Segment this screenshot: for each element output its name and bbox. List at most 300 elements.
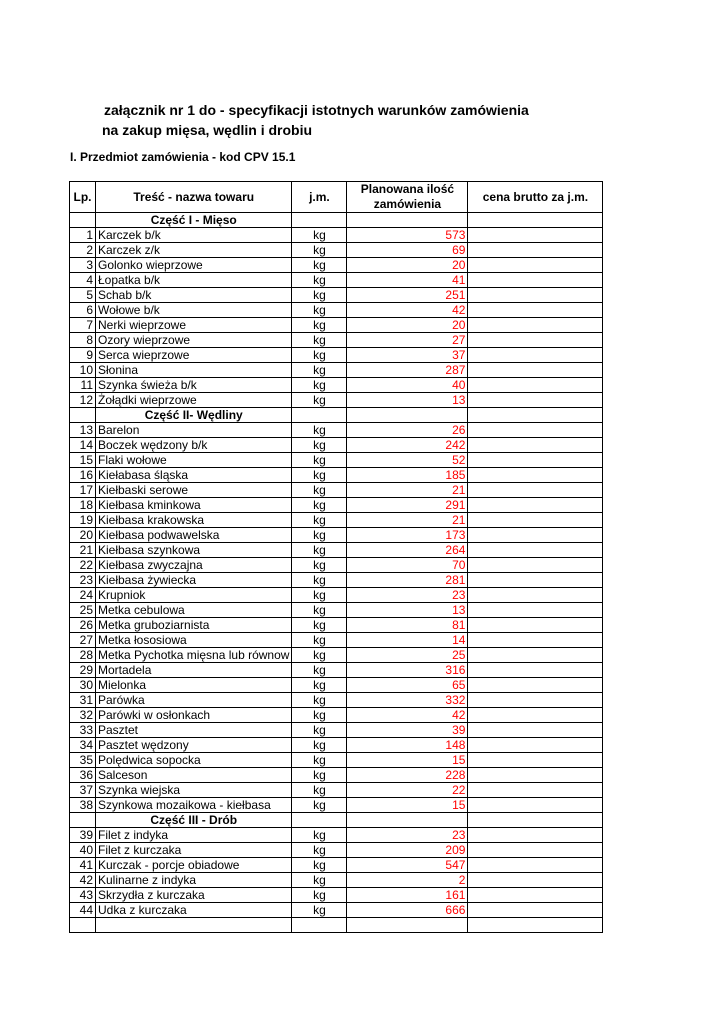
blank-lp-cell xyxy=(70,918,96,933)
table-row xyxy=(70,603,603,618)
heading-line-2: na zakup mięsa, wędlin i drobiu xyxy=(102,122,313,138)
row-unit: kg xyxy=(292,273,347,288)
header-price: cena brutto za j.m. xyxy=(468,182,603,213)
row-price-cell xyxy=(468,843,603,858)
row-unit: kg xyxy=(292,588,347,603)
document-heading xyxy=(104,100,529,140)
section-unit-cell xyxy=(292,813,347,828)
row-quantity: 173 xyxy=(347,528,468,543)
row-quantity: 264 xyxy=(347,543,468,558)
row-price-cell xyxy=(468,438,603,453)
table-row xyxy=(70,318,603,333)
row-product-name: Parówka xyxy=(96,693,292,708)
row-price-cell xyxy=(468,378,603,393)
table-row xyxy=(70,903,603,918)
row-quantity: 52 xyxy=(347,453,468,468)
heading-line-1: załącznik nr 1 do - specyfikacji istotnych warunków zamówienia xyxy=(104,102,529,118)
row-lp: 5 xyxy=(70,288,96,303)
row-price-cell xyxy=(468,228,603,243)
table-row xyxy=(70,378,603,393)
table-row xyxy=(70,483,603,498)
row-quantity: 316 xyxy=(347,663,468,678)
row-lp: 2 xyxy=(70,243,96,258)
section-title: Część I - Mięso xyxy=(96,213,292,228)
row-price-cell xyxy=(468,903,603,918)
row-price-cell xyxy=(468,678,603,693)
row-product-name: Szynka wiejska xyxy=(96,783,292,798)
row-product-name: Parówki w osłonkach xyxy=(96,708,292,723)
row-price-cell xyxy=(468,753,603,768)
table-row xyxy=(70,618,603,633)
row-unit: kg xyxy=(292,423,347,438)
table-row xyxy=(70,858,603,873)
row-product-name: Metka łososiowa xyxy=(96,633,292,648)
table-row xyxy=(70,333,603,348)
row-price-cell xyxy=(468,453,603,468)
row-product-name: Metka cebulowa xyxy=(96,603,292,618)
row-product-name: Nerki wieprzowe xyxy=(96,318,292,333)
row-price-cell xyxy=(468,588,603,603)
table-row xyxy=(70,588,603,603)
table-row xyxy=(70,543,603,558)
row-lp: 19 xyxy=(70,513,96,528)
table-row xyxy=(70,888,603,903)
row-unit: kg xyxy=(292,873,347,888)
row-lp: 29 xyxy=(70,663,96,678)
row-price-cell xyxy=(468,498,603,513)
row-quantity: 69 xyxy=(347,243,468,258)
table-row xyxy=(70,438,603,453)
row-unit: kg xyxy=(292,543,347,558)
row-lp: 14 xyxy=(70,438,96,453)
row-unit: kg xyxy=(292,798,347,813)
row-price-cell xyxy=(468,633,603,648)
row-lp: 36 xyxy=(70,768,96,783)
row-lp: 24 xyxy=(70,588,96,603)
row-unit: kg xyxy=(292,498,347,513)
row-lp: 4 xyxy=(70,273,96,288)
row-unit: kg xyxy=(292,468,347,483)
row-lp: 23 xyxy=(70,573,96,588)
row-lp: 6 xyxy=(70,303,96,318)
table-row xyxy=(70,768,603,783)
table-header-row xyxy=(70,182,603,213)
row-price-cell xyxy=(468,318,603,333)
header-unit: j.m. xyxy=(292,182,347,213)
section-lp-cell xyxy=(70,213,96,228)
row-lp: 17 xyxy=(70,483,96,498)
row-lp: 15 xyxy=(70,453,96,468)
section-title: Część III - Drób xyxy=(96,813,292,828)
row-quantity: 209 xyxy=(347,843,468,858)
row-product-name: Szynkowa mozaikowa - kiełbasa xyxy=(96,798,292,813)
row-lp: 18 xyxy=(70,498,96,513)
row-price-cell xyxy=(468,243,603,258)
row-unit: kg xyxy=(292,858,347,873)
row-product-name: Kiełbasa zwyczajna xyxy=(96,558,292,573)
row-price-cell xyxy=(468,648,603,663)
row-lp: 12 xyxy=(70,393,96,408)
row-product-name: Kiełabasa śląska xyxy=(96,468,292,483)
row-product-name: Pasztet wędzony xyxy=(96,738,292,753)
table-row xyxy=(70,453,603,468)
row-unit: kg xyxy=(292,693,347,708)
row-quantity: 22 xyxy=(347,783,468,798)
header-name: Treść - nazwa towaru xyxy=(96,182,292,213)
row-unit: kg xyxy=(292,303,347,318)
section-unit-cell xyxy=(292,213,347,228)
row-unit: kg xyxy=(292,228,347,243)
row-quantity: 23 xyxy=(347,588,468,603)
row-lp: 38 xyxy=(70,798,96,813)
row-quantity: 20 xyxy=(347,318,468,333)
row-lp: 27 xyxy=(70,633,96,648)
row-unit: kg xyxy=(292,453,347,468)
row-quantity: 15 xyxy=(347,753,468,768)
row-price-cell xyxy=(468,888,603,903)
row-lp: 7 xyxy=(70,318,96,333)
row-lp: 44 xyxy=(70,903,96,918)
row-price-cell xyxy=(468,483,603,498)
row-price-cell xyxy=(468,558,603,573)
row-price-cell xyxy=(468,348,603,363)
row-unit: kg xyxy=(292,768,347,783)
blank-name-cell xyxy=(96,918,292,933)
row-product-name: Łopatka b/k xyxy=(96,273,292,288)
table-row xyxy=(70,258,603,273)
row-product-name: Karczek b/k xyxy=(96,228,292,243)
row-lp: 21 xyxy=(70,543,96,558)
row-quantity: 228 xyxy=(347,768,468,783)
order-items-table xyxy=(69,181,603,933)
row-unit: kg xyxy=(292,618,347,633)
blank-price-cell xyxy=(468,918,603,933)
row-unit: kg xyxy=(292,723,347,738)
header-quantity-line-1: Planowana ilość xyxy=(360,182,455,196)
row-product-name: Żołądki wieprzowe xyxy=(96,393,292,408)
row-product-name: Golonko wieprzowe xyxy=(96,258,292,273)
row-lp: 39 xyxy=(70,828,96,843)
table-row xyxy=(70,273,603,288)
row-product-name: Flaki wołowe xyxy=(96,453,292,468)
row-unit: kg xyxy=(292,633,347,648)
row-product-name: Filet z indyka xyxy=(96,828,292,843)
row-quantity: 547 xyxy=(347,858,468,873)
row-unit: kg xyxy=(292,258,347,273)
row-quantity: 20 xyxy=(347,258,468,273)
table-row xyxy=(70,708,603,723)
row-price-cell xyxy=(468,423,603,438)
table-row xyxy=(70,663,603,678)
section-unit-cell xyxy=(292,408,347,423)
row-unit: kg xyxy=(292,783,347,798)
row-unit: kg xyxy=(292,393,347,408)
row-product-name: Kiełbasa krakowska xyxy=(96,513,292,528)
section-title: Część II- Wędliny xyxy=(96,408,292,423)
row-product-name: Kiełbasa podwawelska xyxy=(96,528,292,543)
row-unit: kg xyxy=(292,753,347,768)
table-row xyxy=(70,633,603,648)
row-lp: 41 xyxy=(70,858,96,873)
section-qty-cell xyxy=(347,213,468,228)
row-price-cell xyxy=(468,618,603,633)
row-price-cell xyxy=(468,333,603,348)
row-quantity: 666 xyxy=(347,903,468,918)
row-quantity: 25 xyxy=(347,648,468,663)
row-quantity: 15 xyxy=(347,798,468,813)
row-quantity: 332 xyxy=(347,693,468,708)
row-unit: kg xyxy=(292,483,347,498)
section-row xyxy=(70,408,603,423)
row-lp: 34 xyxy=(70,738,96,753)
row-lp: 25 xyxy=(70,603,96,618)
table-row xyxy=(70,753,603,768)
row-price-cell xyxy=(468,573,603,588)
row-unit: kg xyxy=(292,888,347,903)
table-row xyxy=(70,723,603,738)
row-product-name: Ozory wieprzowe xyxy=(96,333,292,348)
table-row xyxy=(70,693,603,708)
section-lp-cell xyxy=(70,813,96,828)
row-product-name: Kiełbasa szynkowa xyxy=(96,543,292,558)
row-price-cell xyxy=(468,393,603,408)
row-price-cell xyxy=(468,768,603,783)
row-unit: kg xyxy=(292,288,347,303)
row-price-cell xyxy=(468,603,603,618)
row-price-cell xyxy=(468,543,603,558)
section-qty-cell xyxy=(347,408,468,423)
header-quantity-line-2: zamówienia xyxy=(373,197,442,211)
row-quantity: 39 xyxy=(347,723,468,738)
table-row xyxy=(70,528,603,543)
row-quantity: 21 xyxy=(347,513,468,528)
section-price-cell xyxy=(468,813,603,828)
table-row xyxy=(70,288,603,303)
row-quantity: 13 xyxy=(347,393,468,408)
table-row xyxy=(70,468,603,483)
row-quantity: 65 xyxy=(347,678,468,693)
row-price-cell xyxy=(468,708,603,723)
row-lp: 3 xyxy=(70,258,96,273)
row-price-cell xyxy=(468,723,603,738)
table-row xyxy=(70,828,603,843)
table-row xyxy=(70,573,603,588)
row-product-name: Filet z kurczaka xyxy=(96,843,292,858)
row-lp: 28 xyxy=(70,648,96,663)
row-unit: kg xyxy=(292,828,347,843)
table-row xyxy=(70,303,603,318)
row-quantity: 27 xyxy=(347,333,468,348)
row-product-name: Mortadela xyxy=(96,663,292,678)
row-product-name: Metka gruboziarnista xyxy=(96,618,292,633)
row-price-cell xyxy=(468,468,603,483)
row-product-name: Kulinarne z indyka xyxy=(96,873,292,888)
row-unit: kg xyxy=(292,438,347,453)
table-row xyxy=(70,783,603,798)
section-qty-cell xyxy=(347,813,468,828)
row-product-name: Słonina xyxy=(96,363,292,378)
row-price-cell xyxy=(468,693,603,708)
row-price-cell xyxy=(468,363,603,378)
row-lp: 13 xyxy=(70,423,96,438)
row-product-name: Karczek z/k xyxy=(96,243,292,258)
row-unit: kg xyxy=(292,648,347,663)
row-price-cell xyxy=(468,663,603,678)
row-unit: kg xyxy=(292,573,347,588)
row-quantity: 42 xyxy=(347,303,468,318)
row-quantity: 185 xyxy=(347,468,468,483)
section-lp-cell xyxy=(70,408,96,423)
row-quantity: 287 xyxy=(347,363,468,378)
row-price-cell xyxy=(468,513,603,528)
row-unit: kg xyxy=(292,318,347,333)
table-body xyxy=(70,213,603,933)
row-quantity: 26 xyxy=(347,423,468,438)
row-unit: kg xyxy=(292,903,347,918)
row-lp: 20 xyxy=(70,528,96,543)
row-lp: 42 xyxy=(70,873,96,888)
row-unit: kg xyxy=(292,678,347,693)
row-product-name: Barelon xyxy=(96,423,292,438)
section-row xyxy=(70,813,603,828)
row-quantity: 251 xyxy=(347,288,468,303)
row-price-cell xyxy=(468,273,603,288)
blank-row xyxy=(70,918,603,933)
row-lp: 8 xyxy=(70,333,96,348)
row-product-name: Metka Pychotka mięsna lub równow xyxy=(96,648,292,663)
row-lp: 40 xyxy=(70,843,96,858)
row-lp: 9 xyxy=(70,348,96,363)
row-price-cell xyxy=(468,798,603,813)
row-product-name: Kurczak - porcje obiadowe xyxy=(96,858,292,873)
row-product-name: Schab b/k xyxy=(96,288,292,303)
row-price-cell xyxy=(468,288,603,303)
row-product-name: Udka z kurczaka xyxy=(96,903,292,918)
row-lp: 26 xyxy=(70,618,96,633)
blank-qty-cell xyxy=(347,918,468,933)
table-row xyxy=(70,498,603,513)
table-row xyxy=(70,558,603,573)
row-quantity: 13 xyxy=(347,603,468,618)
row-quantity: 281 xyxy=(347,573,468,588)
row-unit: kg xyxy=(292,603,347,618)
row-lp: 1 xyxy=(70,228,96,243)
row-unit: kg xyxy=(292,738,347,753)
row-price-cell xyxy=(468,258,603,273)
table-row xyxy=(70,648,603,663)
row-lp: 35 xyxy=(70,753,96,768)
table-row xyxy=(70,423,603,438)
row-quantity: 14 xyxy=(347,633,468,648)
row-quantity: 291 xyxy=(347,498,468,513)
row-lp: 31 xyxy=(70,693,96,708)
section-row xyxy=(70,213,603,228)
row-lp: 43 xyxy=(70,888,96,903)
row-product-name: Polędwica sopocka xyxy=(96,753,292,768)
table-row xyxy=(70,678,603,693)
row-lp: 22 xyxy=(70,558,96,573)
row-lp: 11 xyxy=(70,378,96,393)
row-unit: kg xyxy=(292,513,347,528)
row-product-name: Kiełbaski serowe xyxy=(96,483,292,498)
section-price-cell xyxy=(468,408,603,423)
section-price-cell xyxy=(468,213,603,228)
table-row xyxy=(70,843,603,858)
row-quantity: 573 xyxy=(347,228,468,243)
row-unit: kg xyxy=(292,243,347,258)
row-product-name: Salceson xyxy=(96,768,292,783)
row-product-name: Wołowe b/k xyxy=(96,303,292,318)
row-lp: 37 xyxy=(70,783,96,798)
header-quantity xyxy=(347,182,468,213)
row-price-cell xyxy=(468,738,603,753)
row-unit: kg xyxy=(292,708,347,723)
row-product-name: Kiełbasa żywiecka xyxy=(96,573,292,588)
header-lp: Lp. xyxy=(70,182,96,213)
row-lp: 33 xyxy=(70,723,96,738)
row-lp: 16 xyxy=(70,468,96,483)
row-unit: kg xyxy=(292,363,347,378)
row-price-cell xyxy=(468,783,603,798)
row-quantity: 23 xyxy=(347,828,468,843)
row-price-cell xyxy=(468,828,603,843)
row-unit: kg xyxy=(292,348,347,363)
section-subheading: I. Przedmiot zamówienia - kod CPV 15.1 xyxy=(70,150,296,164)
row-price-cell xyxy=(468,303,603,318)
table-row xyxy=(70,363,603,378)
row-lp: 10 xyxy=(70,363,96,378)
row-unit: kg xyxy=(292,558,347,573)
row-lp: 32 xyxy=(70,708,96,723)
row-price-cell xyxy=(468,528,603,543)
row-unit: kg xyxy=(292,333,347,348)
blank-unit-cell xyxy=(292,918,347,933)
table-row xyxy=(70,798,603,813)
table-row xyxy=(70,348,603,363)
row-quantity: 70 xyxy=(347,558,468,573)
row-unit: kg xyxy=(292,378,347,393)
table-row xyxy=(70,228,603,243)
row-product-name: Szynka świeża b/k xyxy=(96,378,292,393)
table-row xyxy=(70,243,603,258)
row-product-name: Kiełbasa kminkowa xyxy=(96,498,292,513)
row-quantity: 21 xyxy=(347,483,468,498)
row-product-name: Mielonka xyxy=(96,678,292,693)
row-quantity: 148 xyxy=(347,738,468,753)
row-quantity: 81 xyxy=(347,618,468,633)
row-product-name: Krupniok xyxy=(96,588,292,603)
row-price-cell xyxy=(468,873,603,888)
row-unit: kg xyxy=(292,843,347,858)
row-unit: kg xyxy=(292,528,347,543)
row-unit: kg xyxy=(292,663,347,678)
row-quantity: 37 xyxy=(347,348,468,363)
row-product-name: Boczek wędzony b/k xyxy=(96,438,292,453)
table-row xyxy=(70,393,603,408)
row-quantity: 2 xyxy=(347,873,468,888)
row-quantity: 161 xyxy=(347,888,468,903)
table-row xyxy=(70,738,603,753)
row-quantity: 242 xyxy=(347,438,468,453)
table-row xyxy=(70,873,603,888)
row-quantity: 40 xyxy=(347,378,468,393)
row-product-name: Pasztet xyxy=(96,723,292,738)
row-quantity: 42 xyxy=(347,708,468,723)
table-row xyxy=(70,513,603,528)
row-product-name: Serca wieprzowe xyxy=(96,348,292,363)
row-lp: 30 xyxy=(70,678,96,693)
row-quantity: 41 xyxy=(347,273,468,288)
